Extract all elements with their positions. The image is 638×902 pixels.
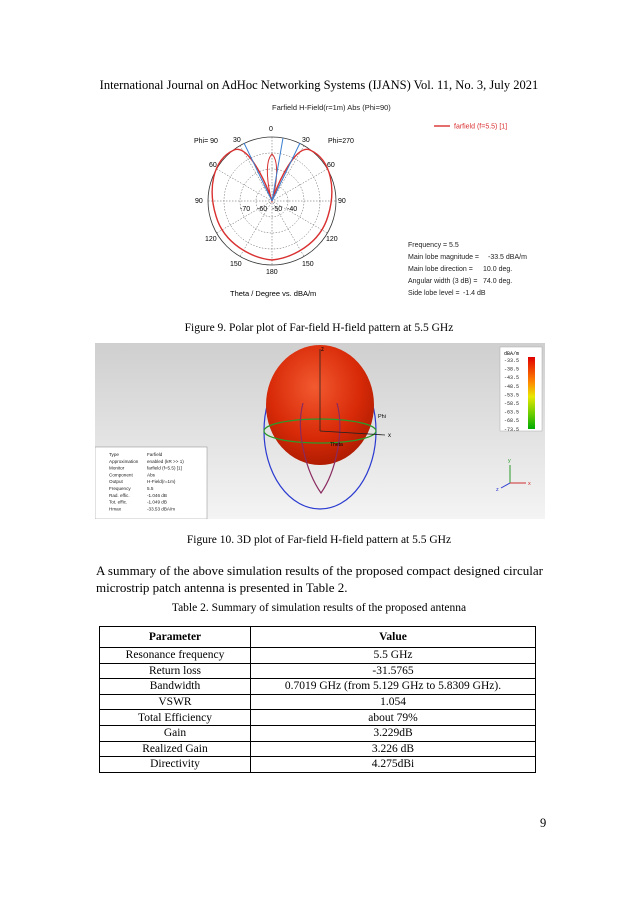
angle-120-right: 120 bbox=[326, 236, 338, 243]
prop-value: 5.5 bbox=[147, 486, 154, 491]
angle-30-left: 30 bbox=[233, 137, 241, 144]
svg-text:Main lobe direction =: Main lobe direction = bbox=[408, 266, 473, 273]
svg-text:74.0 deg.: 74.0 deg. bbox=[483, 278, 513, 285]
table-row: Return loss -31.5765 bbox=[100, 663, 536, 679]
prop-value: farfield (f=5.5) [1] bbox=[147, 465, 182, 471]
prop-value: -1.046 dB bbox=[147, 492, 167, 498]
table2-caption: Table 2. Summary of simulation results of the proposed antenna bbox=[171, 602, 467, 614]
prop-key: Type bbox=[109, 452, 119, 457]
svg-text:Angular width (3 dB) =: Angular width (3 dB) = bbox=[408, 278, 478, 285]
polar-axis-caption: Theta / Degree vs. dBA/m bbox=[230, 289, 317, 298]
svg-text:-33.5 dBA/m: -33.5 dBA/m bbox=[488, 254, 527, 261]
colorbar-tick: -73.5 bbox=[504, 426, 520, 433]
3d-plot-figure bbox=[95, 343, 545, 519]
colorbar-tick: -38.5 bbox=[504, 366, 520, 373]
angle-90-right: 90 bbox=[338, 198, 346, 205]
colorbar-tick: -53.5 bbox=[504, 392, 520, 399]
z-axis-label: z bbox=[321, 347, 324, 353]
triad-x: x bbox=[528, 481, 531, 487]
radial-label-50: -50 bbox=[272, 206, 283, 213]
x-axis-label: x bbox=[388, 433, 391, 439]
colorbar-tick: -48.5 bbox=[504, 383, 520, 390]
prop-key: Output bbox=[109, 479, 123, 485]
table-row: Resonance frequency 5.5 GHz bbox=[100, 648, 536, 664]
prop-key: Frequency bbox=[109, 486, 131, 491]
angle-60-left: 60 bbox=[209, 162, 217, 169]
prop-value: -1.049 dB bbox=[147, 499, 167, 505]
angle-150-left: 150 bbox=[230, 261, 242, 268]
colorbar-ticks bbox=[504, 358, 519, 433]
prop-value: Farfield bbox=[147, 452, 163, 457]
colorbar-tick: -33.5 bbox=[504, 358, 520, 364]
page-number: 9 bbox=[540, 816, 547, 830]
header-value: Value bbox=[251, 627, 536, 648]
svg-text:Frequency = 5.5: Frequency = 5.5 bbox=[408, 242, 459, 249]
angle-60-right: 60 bbox=[327, 162, 335, 169]
svg-text:Side lobe level =: Side lobe level = bbox=[408, 290, 460, 297]
table-row: Realized Gain 3.226 dB bbox=[100, 741, 536, 757]
info-panel bbox=[408, 242, 527, 297]
prop-key: Hmax bbox=[109, 506, 121, 512]
prop-value: enabled (kR >> 1) bbox=[147, 458, 184, 464]
summary-paragraph: A summary of the above simulation results of the proposed compact designed circular microstrip patch antenna is presented in Table 2. bbox=[96, 563, 543, 595]
angle-150-right: 150 bbox=[302, 261, 314, 268]
svg-text:Main lobe magnitude =: Main lobe magnitude = bbox=[408, 254, 480, 261]
table-header-row bbox=[100, 627, 536, 648]
journal-header: International Journal on AdHoc Networking Systems (IJANS) Vol. 11, No. 3, July 2021 bbox=[99, 78, 539, 92]
angle-90-left: 90 bbox=[195, 198, 203, 205]
colorbar-tick: -68.5 bbox=[504, 418, 520, 425]
phi-right-label: Phi=270 bbox=[328, 138, 354, 145]
prop-value: H-Field(r=1m) bbox=[147, 479, 176, 485]
prop-value: Abs bbox=[147, 472, 155, 478]
angle-30-right: 30 bbox=[302, 137, 310, 144]
radial-label-60: -60 bbox=[257, 206, 268, 213]
prop-value: -33.53 dBA/m bbox=[147, 506, 176, 512]
figure10-caption: Figure 10. 3D plot of Far-field H-field pattern at 5.5 GHz bbox=[186, 534, 452, 546]
prop-key: Monitor bbox=[109, 465, 125, 471]
prop-key: Component bbox=[109, 472, 133, 478]
svg-text:-1.4 dB: -1.4 dB bbox=[463, 290, 486, 297]
phi-left-label: Phi= 90 bbox=[194, 138, 218, 145]
prop-key: Approximation bbox=[109, 458, 139, 464]
triad-z: z bbox=[496, 487, 499, 493]
results-table bbox=[99, 626, 536, 773]
triad-y: y bbox=[508, 458, 511, 464]
table-row: Directivity 4.275dBi bbox=[100, 757, 536, 773]
table-row: VSWR 1.054 bbox=[100, 694, 536, 710]
angle-180: 180 bbox=[266, 269, 278, 276]
radial-label-70: -70 bbox=[240, 206, 251, 213]
colorbar-tick: -43.5 bbox=[504, 375, 520, 382]
table-row: Total Efficiency about 79% bbox=[100, 710, 536, 726]
prop-key: Rad. effic. bbox=[109, 492, 130, 498]
prop-key: Tot. effic. bbox=[109, 499, 128, 505]
svg-text:10.0 deg.: 10.0 deg. bbox=[483, 266, 513, 273]
angle-120-left: 120 bbox=[205, 236, 217, 243]
theta-label: Theta bbox=[330, 442, 343, 448]
polar-plot-figure bbox=[190, 100, 530, 305]
header-parameter: Parameter bbox=[100, 627, 251, 648]
angle-0: 0 bbox=[269, 126, 273, 133]
colorbar bbox=[528, 357, 535, 429]
table-row: Bandwidth 0.7019 GHz (from 5.129 GHz to 5.8309 GHz). bbox=[100, 679, 536, 695]
phi-label: Phi bbox=[378, 414, 386, 420]
figure9-caption: Figure 9. Polar plot of Far-field H-field pattern at 5.5 GHz bbox=[184, 322, 454, 334]
polar-plot-title: Farfield H-Field(r=1m) Abs (Phi=90) bbox=[272, 103, 391, 112]
colorbar-tick: -58.5 bbox=[504, 401, 520, 407]
colorbar-tick: -63.5 bbox=[504, 409, 520, 416]
table-row: Gain 3.229dB bbox=[100, 725, 536, 741]
colorbar-unit: dBA/m bbox=[504, 351, 520, 357]
radial-label-40: -40 bbox=[287, 206, 298, 213]
legend-label: farfield (f=5.5) [1] bbox=[454, 123, 508, 131]
